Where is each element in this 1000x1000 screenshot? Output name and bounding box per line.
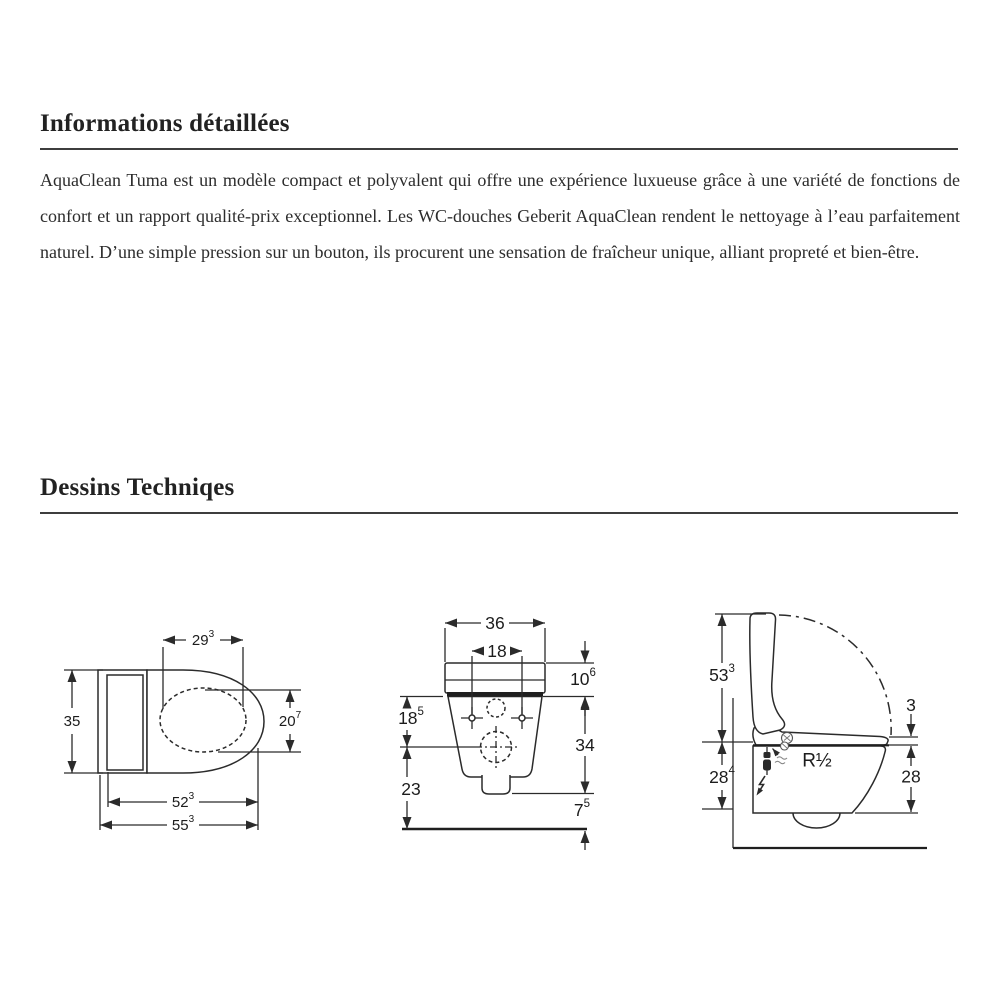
dim-rim-step <box>889 695 918 745</box>
water-connection-label: R½ <box>802 750 832 772</box>
details-title: Informations détaillées <box>40 110 290 137</box>
dim-width <box>64 670 103 773</box>
dim-label-lid-stack-height: $10^6$ <box>570 667 596 689</box>
dim-label-width: 35 <box>63 712 81 730</box>
dim-label-lid-width: $29^3$ <box>191 628 215 649</box>
details-rule <box>40 148 958 150</box>
open-lid <box>750 613 785 734</box>
dim-label-rim-step: 3 <box>906 695 916 715</box>
dim-label-top-to-flush-axis: $18^5$ <box>398 706 424 728</box>
dim-label-bowl-height: 28 <box>901 766 921 787</box>
dim-label-fixing-distance: 18 <box>487 641 507 661</box>
drawing-top-view <box>55 605 315 850</box>
seat-edge-bar <box>447 692 543 697</box>
dim-label-rear-height: $28^4$ <box>709 765 735 787</box>
dim-label-open-lid-height: $53^3$ <box>709 663 735 685</box>
dim-rear-height <box>702 742 736 809</box>
cistern-top <box>445 663 545 693</box>
dim-flush-axis-to-floor <box>401 747 420 829</box>
dim-label-total-width: 36 <box>485 613 505 633</box>
dim-label-outlet-to-floor: $7^5$ <box>573 798 591 820</box>
bowl-body <box>448 697 542 778</box>
lid-swing-arc <box>779 615 891 735</box>
dim-label-bowl-length: $52^3$ <box>171 790 195 811</box>
dim-label-total-length: $55^3$ <box>171 813 195 834</box>
outlet-pipe <box>482 775 510 794</box>
drawings-title: Dessins Techniqes <box>40 474 235 501</box>
drawing-front-view <box>395 608 610 858</box>
dim-label-body-height: 34 <box>575 735 595 755</box>
drawing-side-view <box>700 600 945 860</box>
details-paragraph: AquaClean Tuma est un modèle compact et polyvalent qui offre une expérience luxueuse grâce à une variété de fonctions de confort et un rapport qualité-prix exceptionnel. Les WC-douches Geberit AquaClean rendent le nettoyage à l’eau parfaitement naturel. D’une simple pression sur un bouton, ils procurent une sensation de fraîcheur unique, alliant propreté et bien-être. <box>40 170 960 262</box>
dim-lid-stack-height <box>543 641 596 716</box>
flush-plate <box>107 675 143 770</box>
dim-label-flush-axis-to-floor: 23 <box>401 779 421 799</box>
dim-outlet-to-floor <box>574 798 590 850</box>
drain-outline <box>793 813 840 828</box>
dim-label-opening-depth: $20^7$ <box>278 709 302 730</box>
drawings-rule <box>40 512 958 514</box>
